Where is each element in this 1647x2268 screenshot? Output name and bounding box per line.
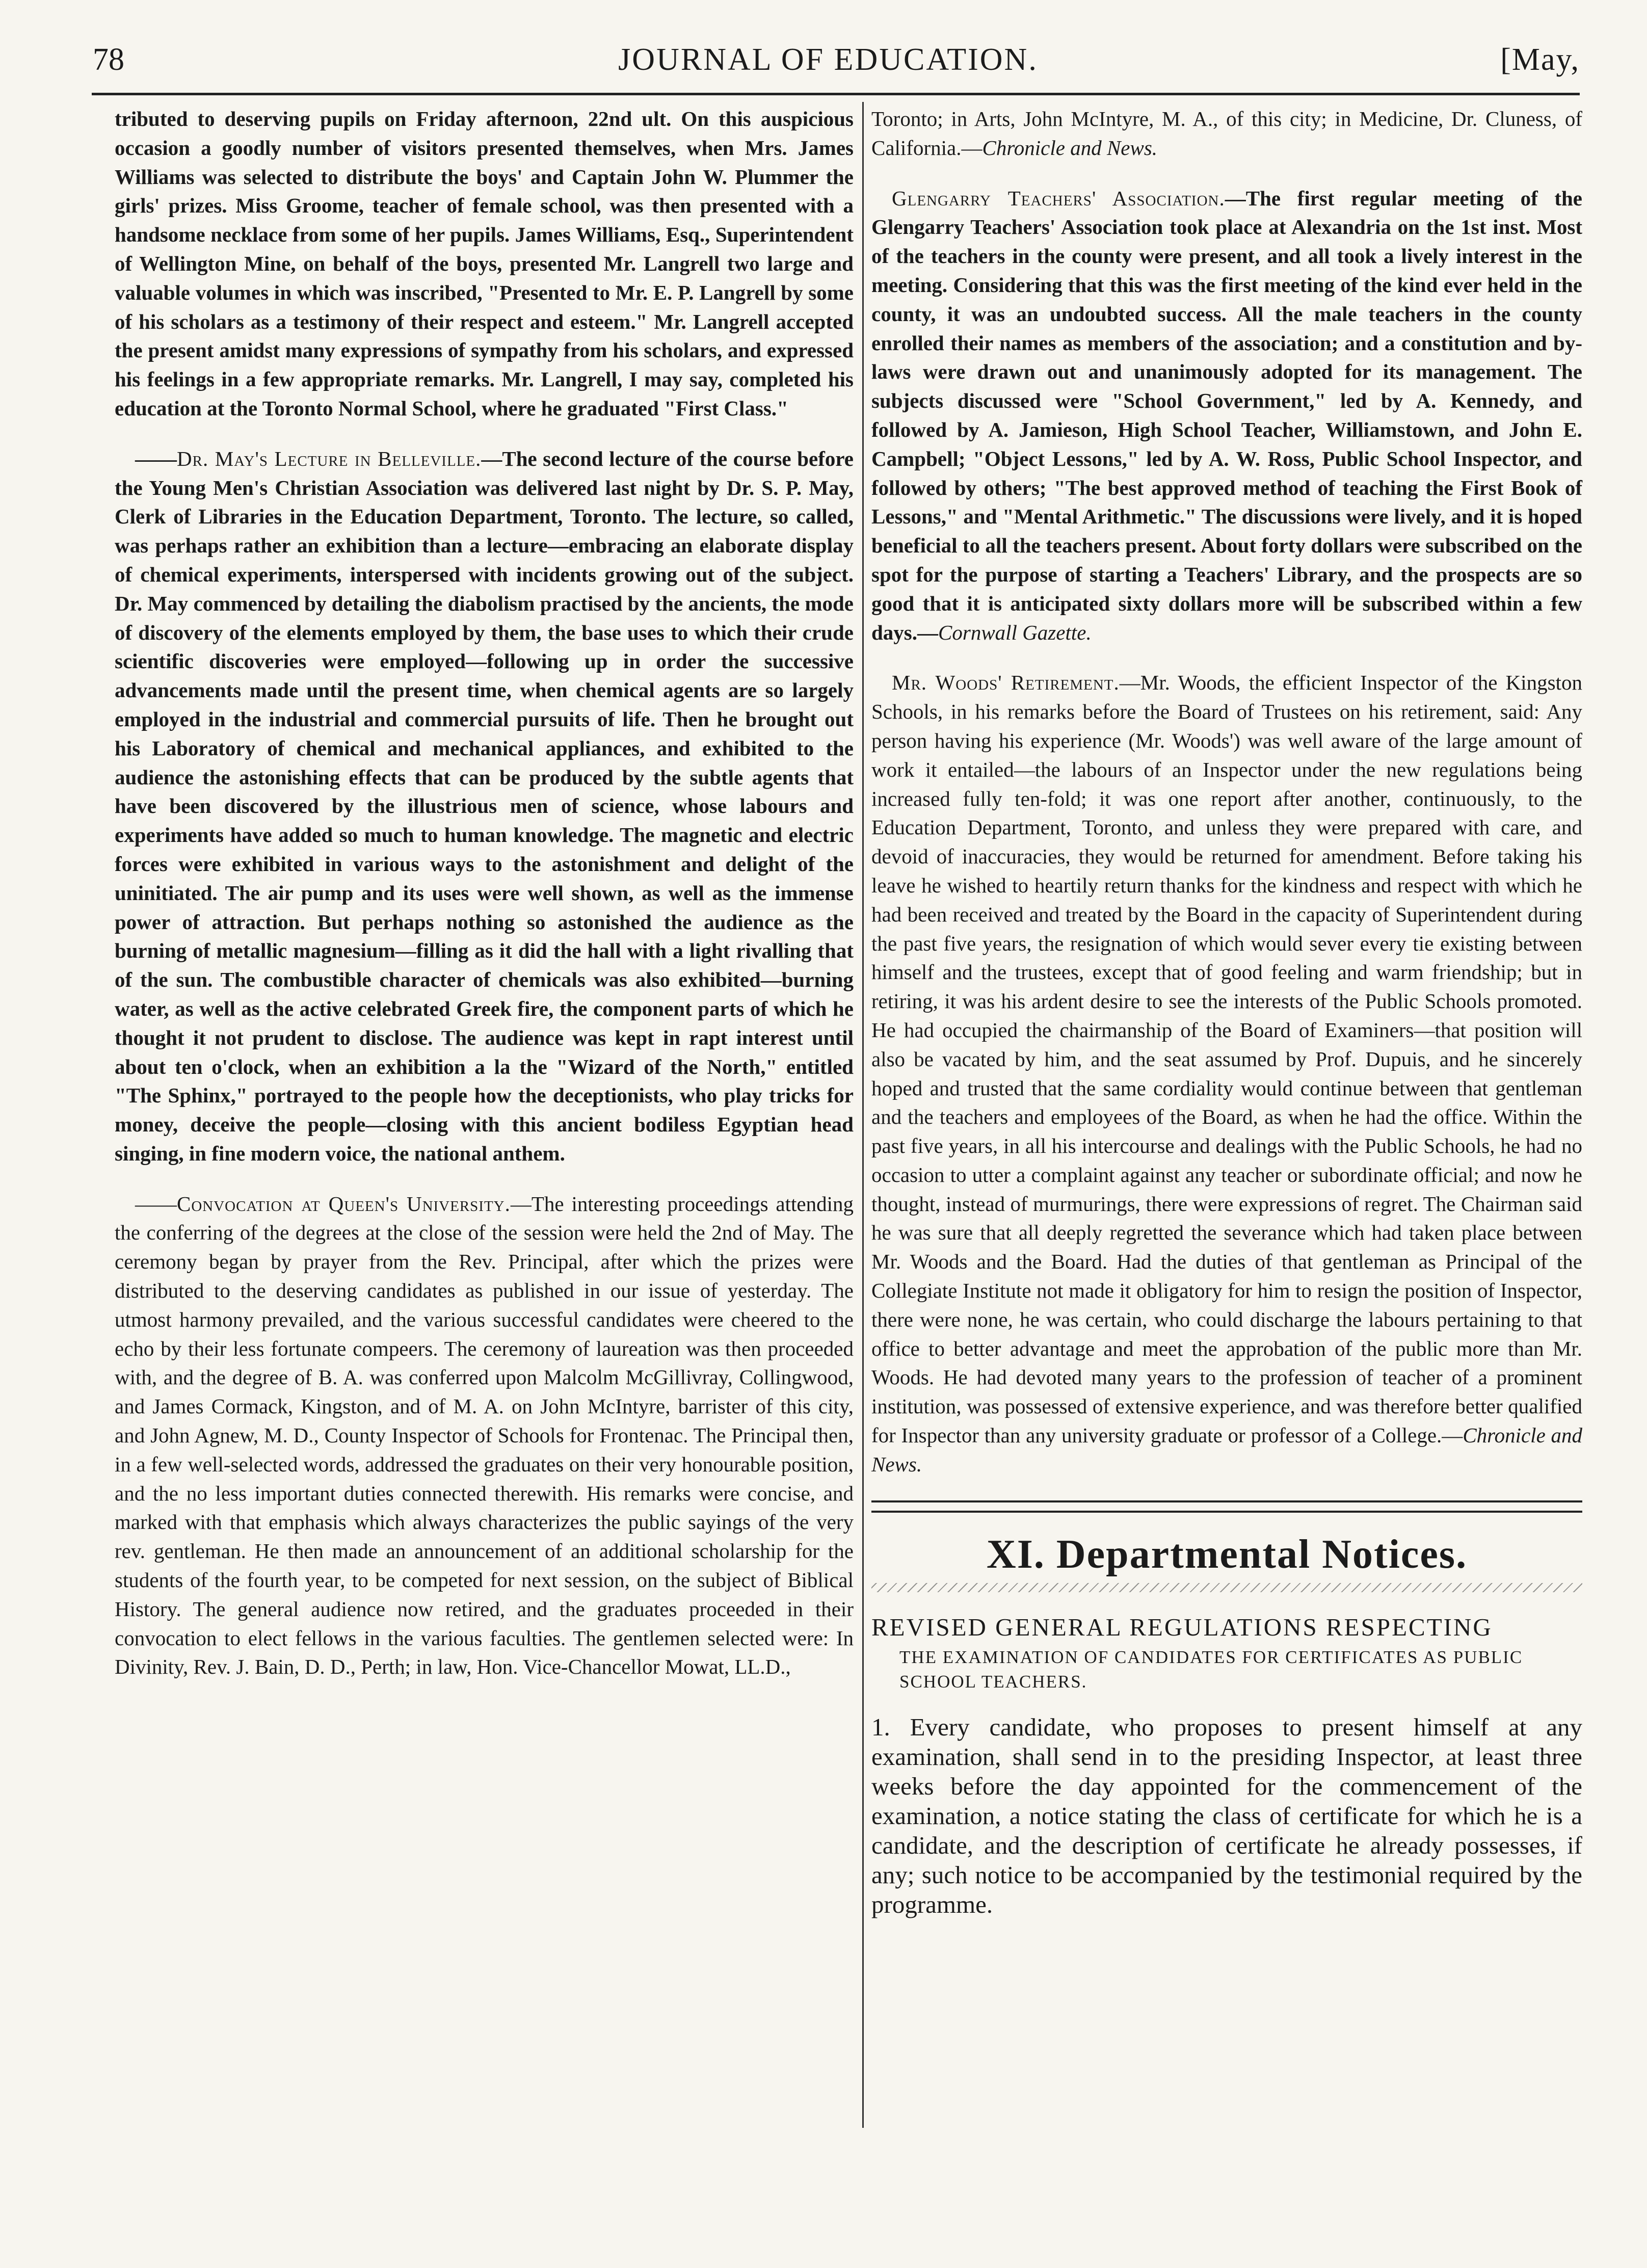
regulations-title: REVISED GENERAL REGULATIONS RESPECTING bbox=[871, 1613, 1493, 1641]
article-heading: Dr. May's Lecture in Belleville. bbox=[177, 446, 482, 470]
right-column bbox=[871, 104, 1582, 1919]
article-dash: —— bbox=[135, 446, 177, 470]
article-source: Chronicle and News. bbox=[982, 136, 1158, 160]
issue-date: [May, bbox=[1500, 42, 1580, 77]
article-text: —Mr. Woods, the efficient Inspector of the Kingston Schools, in his remarks before the Board of Trustees on his retirement, said: Any person having his experience (Mr. Woods') was well aware of the large amount of work it entailed—the labours of an Inspector under the new regulations being increased fully ten-fold; it was one report after another, continuously, to the Education Department, Toronto, and unless they were prepared with care, and devoid of inaccuracies, they would be returned for amendment. Before taking his leave he wished to heartily return thanks for the kindness and respect with which he had been received and treated by the Board in the capacity of Superintendent during the past five years, the resignation of which would sever every tie existing between himself and the trustees, except that of good feeling and warm friendship; but in retiring, it was his ardent desire to see the interests of the Public Schools promoted. He had occupied the chairmanship of the Board of Examiners—that position will also be vacated by him, and the seat assumed by Prof. Dupuis, and he sincerely hoped and trusted that the same cordiality would continue between that gentleman and the teachers and employees of the Board, as when he had the office. Within the past five years, in all his intercourse and dealings with the Public Schools, he had no occasion to utter a complaint against any teacher or subordinate official; and now he thought, instead of murmurings, there were expressions of regret. The Chairman said he was sure that all deeply regretted the severance which had taken place between Mr. Woods and the Board. Had the duties of that gentleman as Principal of the Collegiate Institute not made it obligatory for him to resign the position of Inspector, there were none, he was certain, who could discharge the labours pertaining to that office to better advantage and meet the approbation of the public more than Mr. Woods. He had devoted many years to the profession of teacher of a prominent institution, was possessed of extensive experience, and was therefore better qualified for Inspector than any university graduate or professor of a College.— bbox=[871, 671, 1582, 1447]
running-head bbox=[76, 37, 1580, 93]
article-langrell-prizes bbox=[115, 104, 854, 423]
regulations-subtitle: THE EXAMINATION OF CANDIDATES FOR CERTIFICATES AS PUBLIC SCHOOL TEACHERS. bbox=[899, 1647, 1523, 1692]
article-heading: Glengarry Teachers' Association. bbox=[892, 186, 1225, 210]
journal-title: JOURNAL OF EDUCATION. bbox=[618, 42, 1038, 77]
article-source: Cornwall Gazette. bbox=[938, 620, 1092, 644]
header-rule bbox=[92, 93, 1580, 95]
article-woods-retirement bbox=[871, 668, 1582, 1479]
section-double-rule bbox=[871, 1500, 1582, 1513]
left-column bbox=[115, 104, 854, 1703]
regulation-item-1: 1. Every candidate, who proposes to present himself at any examination, shall send in to the presiding Inspector, at least three weeks before the day appointed for the commencement of the examination, a notice stating the class of certificate for which he is a candidate, and the description of certificate he already possesses, if any; such notice to be accompanied by the testimonial required by the programme. bbox=[871, 1712, 1582, 1918]
article-text: —The interesting proceedings attending the conferring of the degrees at the close of the session were held the 2nd of May. The ceremony began by prayer from the Rev. Principal, after which the prizes were distributed to the deserving candidates as published in our issue of yesterday. The utmost harmony prevailed, and the various successful candidates were cheered to the echo by their less fortunate compeers. The ceremony of laureation was then proceeded with, and the degree of B. A. was conferred upon Malcolm McGillivray, Collingwood, and James Cormack, Kingston, and of M. A. on John McIntyre, barrister of this city, and John Agnew, M. D., County Inspector of Schools for Frontenac. The Principal then, in a few well-selected words, addressed the graduates on their very honourable position, and the no less important duties connected therewith. His remarks were concise, and marked with that emphasis which always characterizes the public sayings of the very rev. gentleman. He then made an announcement of an additional scholarship for the students of the fourth year, to be competed for next session, on the subject of Biblical History. The general audience now retired, and the graduates proceeded in their convocation to elect fellows in the various faculties. The gentlemen selected were: In Divinity, Rev. J. Bain, D. D., Perth; in law, Hon. Vice-Chancellor Mowat, LL.D., bbox=[115, 1192, 854, 1679]
article-text: Toronto; in Arts, John McIntyre, M. A., of this city; in Medicine, Dr. Cluness, of California.— bbox=[871, 107, 1582, 160]
wavy-rule bbox=[871, 1583, 1582, 1592]
section-title: XI. Departmental Notices. bbox=[986, 1532, 1468, 1577]
article-text: —The first regular meeting of the Glengarry Teachers' Association took place at Alexandria on the 1st inst. Most of the teachers in the county were present, and all took a lively interest in the meeting. Considering that this was the first meeting of the kind ever held in the county, it was an undoubted success. All the male teachers in the county enrolled their names as members of the association; and a constitution and by-laws were drawn out and unanimously adopted for its management. The subjects discussed were "School Government," led by A. Kennedy, and followed by A. Jamieson, High School Teacher, Williamstown, and John E. Campbell; "Object Lessons," led by A. W. Ross, Public School Inspector, and followed by others; "The best approved method of teaching the First Book of Lessons," and "Mental Arithmetic." The discussions were lively, and it is hoped beneficial to all the teachers present. About forty dollars were subscribed on the spot for the purpose of starting a Teachers' Library, and the prospects are so good that it is anticipated sixty dollars more will be subscribed within a few days.— bbox=[871, 186, 1582, 644]
article-convocation-continued bbox=[871, 104, 1582, 163]
column-divider bbox=[862, 102, 864, 2128]
article-text: tributed to deserving pupils on Friday afternoon, 22nd ult. On this auspicious occasion a goodly number of visitors presented themselves, when Mrs. James Williams was selected to distribute the boys' and Captain John W. Plummer the girls' prizes. Miss Groome, teacher of female school, was then presented with a handsome necklace from some of her pupils. James Williams, Esq., Superintendent of Wellington Mine, on behalf of the boys, presented Mr. Langrell two large and valuable volumes in which was inscribed, "Presented to Mr. E. P. Langrell by some of his scholars as a testimony of their respect and esteem." Mr. Langrell accepted the present amidst many expressions of sympathy from his scholars, and expressed his feelings in a few appropriate remarks. Mr. Langrell, I may say, completed his education at the Toronto Normal School, where he graduated "First Class." bbox=[115, 107, 854, 420]
article-dr-may-lecture bbox=[115, 444, 854, 1168]
page-number: 78 bbox=[93, 42, 124, 77]
article-convocation-queens bbox=[115, 1190, 854, 1682]
article-text: —The second lecture of the course before the Young Men's Christian Association was delivered last night by Dr. S. P. May, Clerk of Libraries in the Education Department, Toronto. The lecture, so called, was perhaps rather an exhibition than a lecture—embracing an elaborate display of chemical experiments, interspersed with incidents growing out of the subject. Dr. May commenced by detailing the diabolism practised by the ancients, the mode of discovery of the elements employed by them, the base uses to which their crude scientific discoveries were employed—following up in order the successive advancements made until the present time, when chemical agents are so largely employed in the industrial and commercial pursuits of life. Then he brought out his Laboratory of chemical and mechanical appliances, and exhibited to the audience the astonishing effects that can be produced by the subtle agents that have been discovered by the illustrious men of science, whose labours and experiments have added so much to human knowledge. The magnetic and electric forces were exhibited in various ways to the astonishment and delight of the uninitiated. The air pump and its uses were well shown, as well as the immense power of attraction. But perhaps nothing so astonished the audience as the burning of metallic magnesium—filling as it did the hall with a light rivalling that of the sun. The combustible character of chemicals was also exhibited—burning water, as well as the active celebrated Greek fire, the component parts of which he thought it not prudent to disclose. The audience was kept in rapt interest until about ten o'clock, when an exhibition a la the "Wizard of the North," entitled "The Sphinx," portrayed to the people how the deceptionists, who play tricks for money, deceive the people—closing with this ancient bodiless Egyptian head singing, in fine modern voice, the national anthem. bbox=[115, 446, 854, 1165]
article-glengarry-teachers bbox=[871, 184, 1582, 647]
article-dash: —— bbox=[135, 1192, 177, 1216]
article-heading: Mr. Woods' Retirement. bbox=[892, 671, 1120, 695]
article-source: Chronicle and News. bbox=[871, 1423, 1582, 1476]
article-heading: Convocation at Queen's University. bbox=[177, 1192, 511, 1216]
